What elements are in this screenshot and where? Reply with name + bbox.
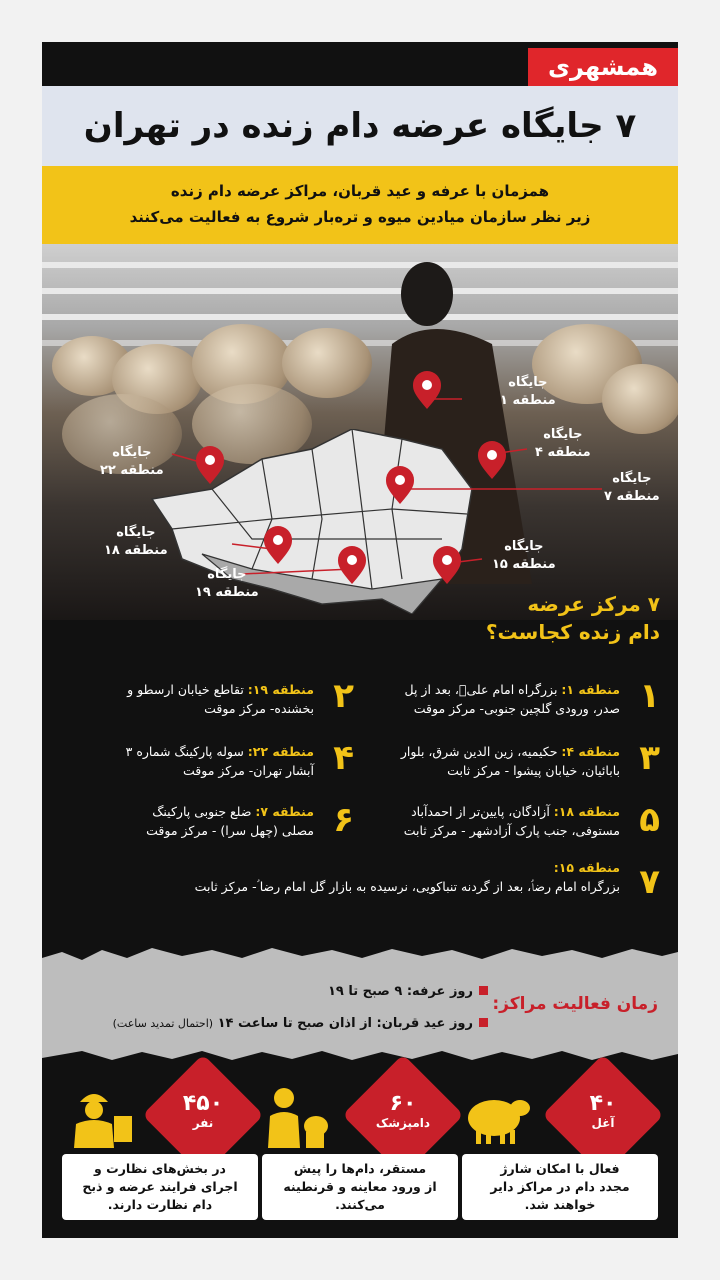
stat-card-vets: [262, 1068, 458, 1228]
location-item-5: منطقه ۱۸: آزادگان، پایین‌تر از احمدآباد مستوفی، جنب پارک آزادشهر - مرکز ثابت: [403, 804, 620, 838]
location-item-7: منطقه ۱۵: بزرگراه امام رضاؑ، بعد از گردنه تنباکویی، نرسیده به بازار گل امام رضا ؑ- مرکز ثابت: [194, 860, 620, 894]
hours-section: [42, 968, 678, 1048]
stat-unit: آغل: [591, 1116, 615, 1130]
location-number-6: ۶: [333, 800, 354, 840]
stat-value: ۴۵۰: [182, 1091, 224, 1116]
pin-label-district-1: جایگاه منطقه ۱: [500, 375, 556, 408]
location-number-3: ۳: [639, 738, 660, 778]
subtitle-line-1: همزمان با عرفه و عید قربان، مراکز عرضه دام زنده: [170, 182, 550, 200]
location-item-1: منطقه ۱: بزرگراه امام علیؑ، بعد از پل صدر، ورودی گلچین جنوبی- مرکز موقت: [404, 682, 620, 716]
location-item-2: منطقه ۱۹: تقاطع خیابان ارسطو و بخشنده- مرکز موقت: [127, 682, 314, 716]
location-number-4: ۴: [333, 738, 354, 778]
stat-description: مستقر، دام‌ها را پیش از ورود معاینه و قرنطینه می‌کنند.: [262, 1154, 458, 1220]
location-number-5: ۵: [639, 800, 660, 840]
brand-logo: همشهری: [528, 48, 678, 86]
stat-description: در بخش‌های نظارت و اجرای فرایند عرضه و ذبح دام نظارت دارند.: [62, 1154, 258, 1220]
location-number-1: ۱: [639, 676, 660, 716]
location-item-3: منطقه ۴: حکیمیه، زین الدین شرق، بلوار بابائیان، خیابان پیشوا - مرکز ثابت: [400, 744, 620, 778]
location-item-6: منطقه ۷: ضلع جنوبی پارکینگ مصلی (چهل سرا) - مرکز موقت: [146, 804, 314, 838]
page-title: ۷ جایگاه عرضه دام زنده در تهران: [83, 106, 637, 146]
torn-edge-top: [42, 940, 678, 970]
subtitle-banner: [42, 166, 678, 244]
stat-description: فعال با امکان شارژ مجدد دام در مراکز دایر خواهند شد.: [462, 1154, 658, 1220]
pin-label-district-18: جایگاه منطقه ۱۸: [104, 525, 168, 558]
torn-edge-bottom: [42, 1046, 678, 1066]
pin-label-district-7: جایگاه منطقه ۷: [604, 471, 660, 504]
location-item-4: منطقه ۲۲: سوله پارکینگ شماره ۳ آبشار تهران- مرکز موقت: [125, 744, 314, 778]
pin-label-district-22: جایگاه منطقه ۲۲: [100, 445, 164, 478]
title-bar: [42, 86, 678, 166]
stat-value: ۴۰: [589, 1091, 617, 1116]
hours-eid: روز عید قربان: از اذان صبح تا ساعت ۱۴ (احتمال تمدید ساعت): [113, 1016, 488, 1031]
stat-card-inspectors: [62, 1068, 258, 1228]
location-number-7: ۷: [639, 862, 660, 902]
stat-unit: دامپزشک: [375, 1116, 431, 1130]
pin-label-district-15: جایگاه منطقه ۱۵: [492, 539, 556, 572]
vet-dog-icon: [262, 1086, 332, 1148]
locations-heading: ۷ مرکز عرضه دام زنده کجاست؟: [485, 592, 660, 644]
inspector-icon: [68, 1086, 138, 1148]
stat-unit: نفر: [192, 1116, 214, 1130]
stat-card-pens: [462, 1068, 658, 1228]
pin-label-district-19: جایگاه منطقه ۱۹: [195, 567, 259, 600]
subtitle-line-2: زیر نظر سازمان میادین میوه و تره‌بار شروع به فعالیت می‌کنند: [129, 208, 591, 226]
pin-label-district-4: جایگاه منطقه ۴: [535, 427, 591, 460]
sheep-icon: [462, 1086, 532, 1148]
hours-title: زمان فعالیت مراکز:: [492, 994, 658, 1014]
hours-arafah: روز عرفه: ۹ صبح تا ۱۹: [328, 984, 488, 999]
stat-value: ۶۰: [389, 1091, 417, 1116]
location-number-2: ۲: [333, 676, 354, 716]
